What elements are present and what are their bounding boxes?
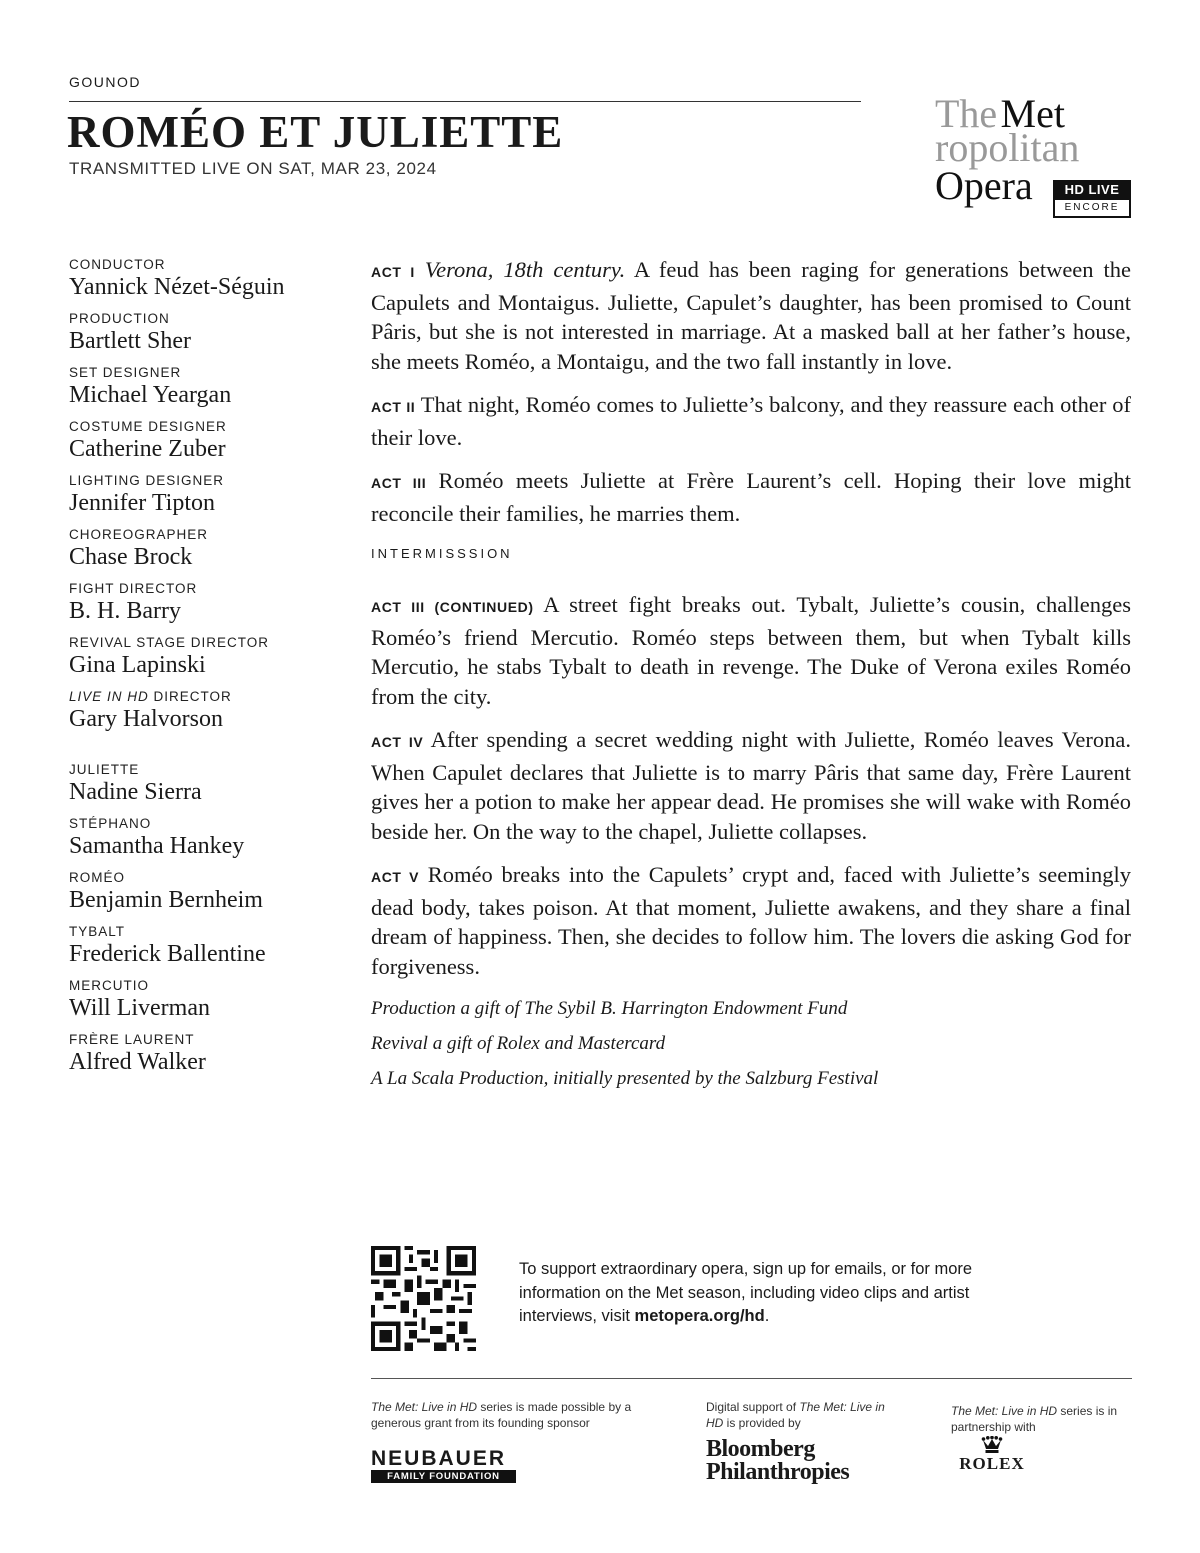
cast-name: Benjamin Bernheim xyxy=(69,887,263,913)
gift-line: Revival a gift of Rolex and Mastercard xyxy=(371,1033,666,1054)
cast-role: MERCUTIO xyxy=(69,978,149,993)
credit-name: Gary Halvorson xyxy=(69,706,223,732)
logo-ropolitan: ropolitan xyxy=(935,125,1080,170)
act-text: A feud has been raging for generations between the Capulets and Montaigus. Juliette, Capulet’s daughter, has been promised to Count Pâris, but she is not interested in marriage. At a masked ball at her father’s house, she meets Roméo, a Montaigu, and the two fall instantly in love. xyxy=(371,257,1131,374)
sponsor-note-post: is provided by xyxy=(723,1416,801,1430)
sponsor-note-pre: Digital support of xyxy=(706,1400,800,1414)
credit-item xyxy=(69,526,359,571)
cast-name: Will Liverman xyxy=(69,995,210,1021)
credit-role: CHOREOGRAPHER xyxy=(69,527,209,542)
credit-name: Michael Yeargan xyxy=(69,382,232,408)
support-body: To support extraordinary opera, sign up for emails, or for more information on the Met season, including video clips and artist interviews, visit xyxy=(519,1260,973,1325)
cast-name: Samantha Hankey xyxy=(69,833,245,859)
bloomberg-line-1: Bloomberg xyxy=(706,1436,815,1462)
act-label: ACT IV xyxy=(371,734,424,750)
credit-name: B. H. Barry xyxy=(69,598,181,624)
rolex-wordmark: ROLEX xyxy=(959,1454,1025,1473)
act-5-paragraph xyxy=(371,860,1131,981)
act-4-paragraph xyxy=(371,725,1131,846)
act-setting: Verona, 18th century. xyxy=(424,257,626,282)
act-text: A street fight breaks out. Tybalt, Juliette’s cousin, challenges Roméo’s friend Mercutio. Roméo steps between them, but when Tybalt kills Mercutio, he stabs Tybalt to death in revenge. The Duke of Verona exiles Roméo from the city. xyxy=(371,592,1131,709)
act-text: That night, Roméo comes to Juliette’s balcony, and they reassure each other of their love. xyxy=(371,392,1131,450)
credit-item xyxy=(69,472,359,517)
neubauer-subtitle: FAMILY FOUNDATION xyxy=(371,1470,516,1483)
credit-role: SET DESIGNER xyxy=(69,365,182,380)
credit-role: COSTUME DESIGNER xyxy=(69,419,227,434)
credit-item xyxy=(69,256,359,301)
synopsis xyxy=(371,255,1131,1102)
sponsor-note-partner xyxy=(951,1403,1131,1435)
act-1-paragraph xyxy=(371,255,1131,376)
logo-met: Met xyxy=(1000,91,1065,136)
composer-label: GOUNOD xyxy=(69,74,141,90)
cast-role: FRÈRE LAURENT xyxy=(69,1032,195,1047)
credit-name: Jennifer Tipton xyxy=(69,490,216,516)
credit-name: Catherine Zuber xyxy=(69,436,226,462)
production-gifts xyxy=(371,997,1131,1091)
credit-item xyxy=(69,364,359,409)
sponsor-note-founding xyxy=(371,1399,661,1431)
support-end: . xyxy=(764,1307,770,1325)
act-text: Roméo breaks into the Capulets’ crypt and, faced with Juliette’s seemingly dead body, takes poison. At that moment, Juliette awakens, and they share a final dream of happiness. Then, she decides to follow him. The lovers die asking God for forgiveness. xyxy=(371,862,1132,979)
rolex-logo xyxy=(952,1436,1032,1474)
cast-name: Alfred Walker xyxy=(69,1049,206,1075)
credit-role: FIGHT DIRECTOR xyxy=(69,581,198,596)
act-3-continued-paragraph xyxy=(371,590,1131,711)
support-text xyxy=(519,1258,1049,1329)
cast-item xyxy=(69,761,359,806)
cast-role: ROMÉO xyxy=(69,870,126,885)
intermission-label: INTERMISSSION xyxy=(371,546,513,561)
act-3-paragraph xyxy=(371,466,1131,528)
support-link[interactable]: metopera.org/hd xyxy=(634,1307,765,1325)
title-divider xyxy=(69,101,861,102)
credit-item xyxy=(69,634,359,679)
cast-role: STÉPHANO xyxy=(69,816,152,831)
cast-item xyxy=(69,869,359,914)
sponsor-series-name: The Met: Live in HD xyxy=(951,1404,1058,1418)
met-opera-logo xyxy=(935,92,1135,222)
credit-name: Gina Lapinski xyxy=(69,652,206,678)
qr-code-icon[interactable] xyxy=(371,1246,476,1351)
neubauer-logo xyxy=(371,1448,516,1483)
credit-role: PRODUCTION xyxy=(69,311,170,326)
cast-item xyxy=(69,815,359,860)
act-label: ACT III (CONTINUED) xyxy=(371,599,534,615)
footer-divider xyxy=(371,1378,1132,1379)
cast-item xyxy=(69,1031,359,1076)
cast-item xyxy=(69,923,359,968)
sponsor-note-text: series is in partnership with xyxy=(951,1404,1118,1434)
transmission-date: TRANSMITTED LIVE ON SAT, MAR 23, 2024 xyxy=(69,159,437,178)
credit-item xyxy=(69,580,359,625)
page-title: ROMÉO ET JULIETTE xyxy=(67,107,564,157)
gift-line: A La Scala Production, initially presented by the Salzburg Festival xyxy=(371,1068,879,1089)
hd-live-encore-badge xyxy=(1053,180,1131,218)
act-2-paragraph xyxy=(371,390,1131,452)
credit-role-italic: LIVE IN HD xyxy=(69,689,149,704)
credit-item xyxy=(69,688,359,733)
cast-name: Frederick Ballentine xyxy=(69,941,266,967)
encore-label: ENCORE xyxy=(1053,200,1131,218)
credit-item xyxy=(69,418,359,463)
gift-line: Production a gift of The Sybil B. Harrington Endowment Fund xyxy=(371,998,848,1019)
credit-name: Chase Brock xyxy=(69,544,193,570)
logo-the: The xyxy=(935,91,998,136)
act-label: ACT I xyxy=(371,264,415,280)
credit-role-rest: DIRECTOR xyxy=(148,689,232,704)
sponsor-series-name: The Met: Live in HD xyxy=(371,1400,478,1414)
credit-role: CONDUCTOR xyxy=(69,257,166,272)
sponsor-note-digital xyxy=(706,1399,886,1431)
credit-name: Yannick Nézet-Séguin xyxy=(69,274,285,300)
neubauer-wordmark: NEUBAUER xyxy=(371,1447,507,1470)
cast-name: Nadine Sierra xyxy=(69,779,202,805)
bloomberg-line-2: Philanthropies xyxy=(706,1459,850,1485)
bloomberg-philanthropies-logo xyxy=(706,1438,849,1484)
sponsor-note-text: series is made possible by a generous grant from its founding sponsor xyxy=(371,1400,632,1430)
credit-item xyxy=(69,310,359,355)
credits-list xyxy=(69,256,359,1085)
cast-role: JULIETTE xyxy=(69,762,140,777)
act-label: ACT III xyxy=(371,475,427,491)
credit-role: REVIVAL STAGE DIRECTOR xyxy=(69,635,270,650)
cast-role: TYBALT xyxy=(69,924,126,939)
act-label: ACT II xyxy=(371,399,416,415)
act-text: Roméo meets Juliette at Frère Laurent’s cell. Hoping their love might reconcile their families, he marries them. xyxy=(371,468,1131,526)
credit-role xyxy=(69,688,359,706)
act-label: ACT V xyxy=(371,869,420,885)
sponsor-series-name: The Met: Live in HD xyxy=(706,1400,885,1430)
credit-name: Bartlett Sher xyxy=(69,328,191,354)
hd-live-label: HD LIVE xyxy=(1053,180,1131,200)
act-text: After spending a secret wedding night with Juliette, Roméo leaves Verona. When Capulet declares that Juliette is to marry Pâris that same day, Frère Laurent gives her a potion to make her appear dead. He promises she will wake with Roméo beside her. On the way to the chapel, Juliette collapses. xyxy=(371,727,1131,844)
logo-opera: Opera xyxy=(935,163,1033,208)
rolex-crown-icon xyxy=(981,1436,1003,1454)
cast-item xyxy=(69,977,359,1022)
credit-role: LIGHTING DESIGNER xyxy=(69,473,225,488)
